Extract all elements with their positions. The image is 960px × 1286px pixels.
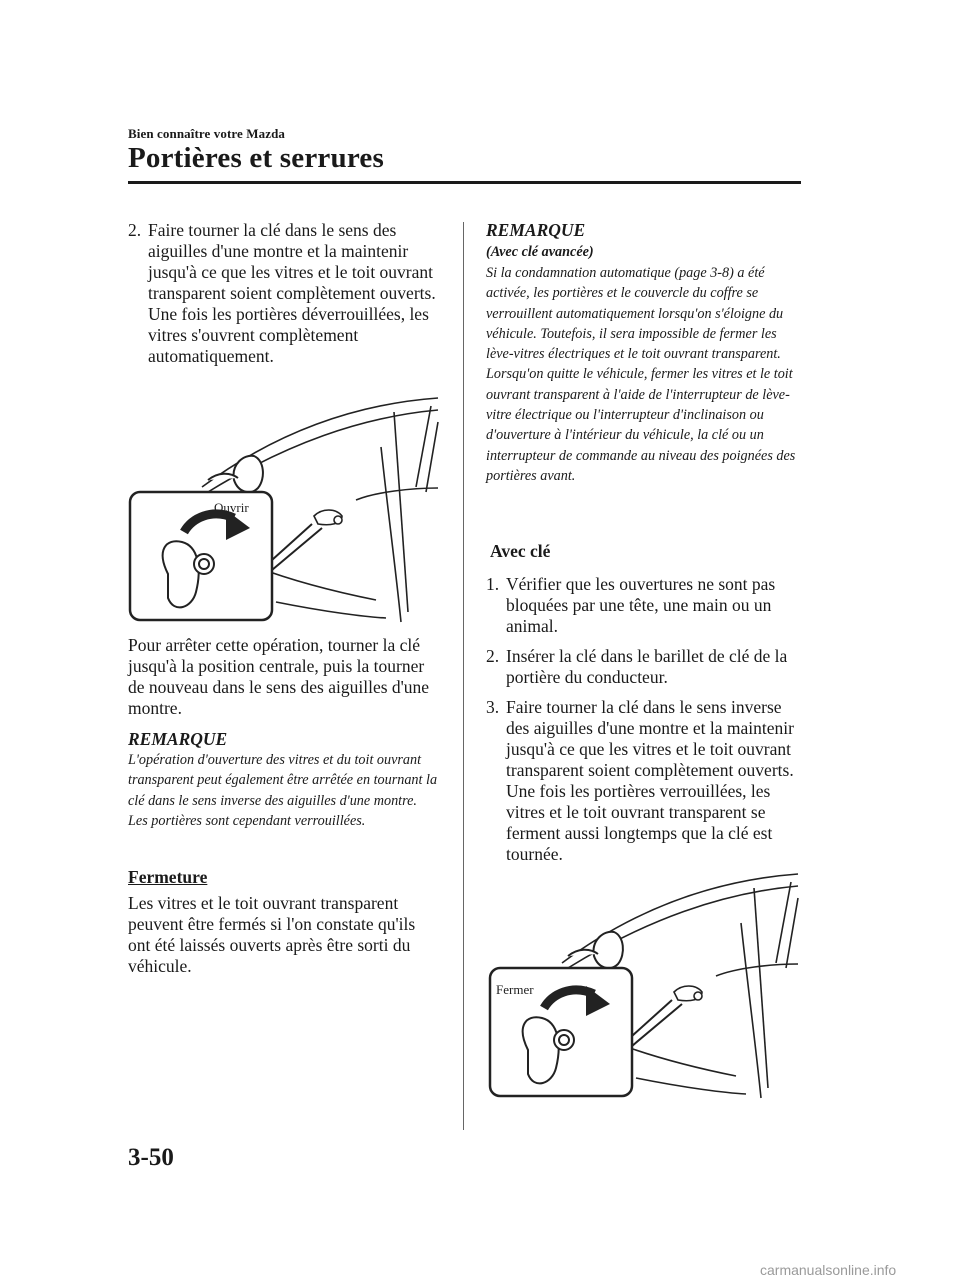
step-text: Faire tourner la clé dans le sens des aiguilles d'une montre et la maintenir jusqu'à ce que les vitres et le toit ouvrant transparent soient complètement ouverts. Une fois les portières déverrouillées, les vitres s'ouvrent complètement automatiquement. [148,220,436,366]
left-step-2 [128,220,440,367]
page-number: 3-50 [128,1144,174,1171]
step-number: 1. [486,574,500,594]
subhead-avec-cle: Avec clé [490,541,551,561]
note-title-right: REMARQUE [486,220,586,240]
figure-label-open: Ouvrir [214,500,249,515]
step-text: Vérifier que les ouvertures ne sont pas bloquées par une tête, une main ou un animal. [506,574,776,636]
paragraph-close: Les vitres et le toit ouvrant transparent peuvent être fermés si l'on constate qu'ils ont été laissés ouverts après être sorti du véhicule. [128,893,416,976]
column-divider [463,222,464,1130]
figure-label-close: Fermer [496,982,534,997]
step-number: 3. [486,697,500,717]
door-handle-icon [674,986,702,1001]
figure-open-illustration [126,392,442,624]
section-subtitle: Bien connaître votre Mazda [128,126,286,141]
watermark-url: carmanualsonline.info [760,1262,897,1278]
right-step-2 [486,646,800,688]
header-rule [128,181,801,184]
subhead-fermeture: Fermeture [128,867,208,887]
note-subtitle-right: (Avec clé avancée) [486,244,594,260]
door-handle-icon [314,510,342,525]
note-title-left: REMARQUE [128,729,228,749]
right-step-3 [486,697,800,865]
callout-line-2 [272,528,322,570]
step-number: 2. [128,220,142,240]
step-text: Insérer la clé dans le barillet de clé de la portière du conducteur. [506,646,788,687]
figure-close-illustration [486,868,802,1100]
note-text-left: L'opération d'ouverture des vitres et du toit ouvrant transparent peut également être arrêtée en tournant la clé dans le sens inverse des aiguilles d'une montre. Les portières sont cependant verrouillées. [128,752,438,829]
callout-line-2 [632,1004,682,1046]
note-text-right: Si la condamnation automatique (page 3-8) a été activée, les portières et le couvercle du coffre se verrouillent automatiquement lorsqu'on s'éloigne du véhicule. Toutefois, il sera impossible de fermer les lève-vitres électriques et le toit ouvrant transparent. Lorsqu'on quitte le véhicule, fermer les vitres et le toit ouvrant transparent à l'aide de l'interrupteur de lève-vitre électrique ou l'interrupteur d'inclinaison ou d'ouverture à l'intérieur du véhicule, la clé ou un interrupteur de commande au niveau des poignées des portières avant. [486,265,796,484]
step-text: Faire tourner la clé dans le sens inverse des aiguilles d'une montre et la maintenir jusqu'à ce que les vitres et le toit ouvrant transparent soient complètement ouverts. Une fois les portières verrouillées, les vitres et le toit ouvrant transparent se ferment aussi longtemps que la clé est tournée. [506,697,794,864]
paragraph-stop: Pour arrêter cette opération, tourner la clé jusqu'à la position centrale, puis la tourner de nouveau dans le sens des aiguilles d'une montre. [128,635,430,718]
right-step-1 [486,574,800,637]
page-title: Portières et serrures [128,142,384,174]
step-number: 2. [486,646,500,666]
